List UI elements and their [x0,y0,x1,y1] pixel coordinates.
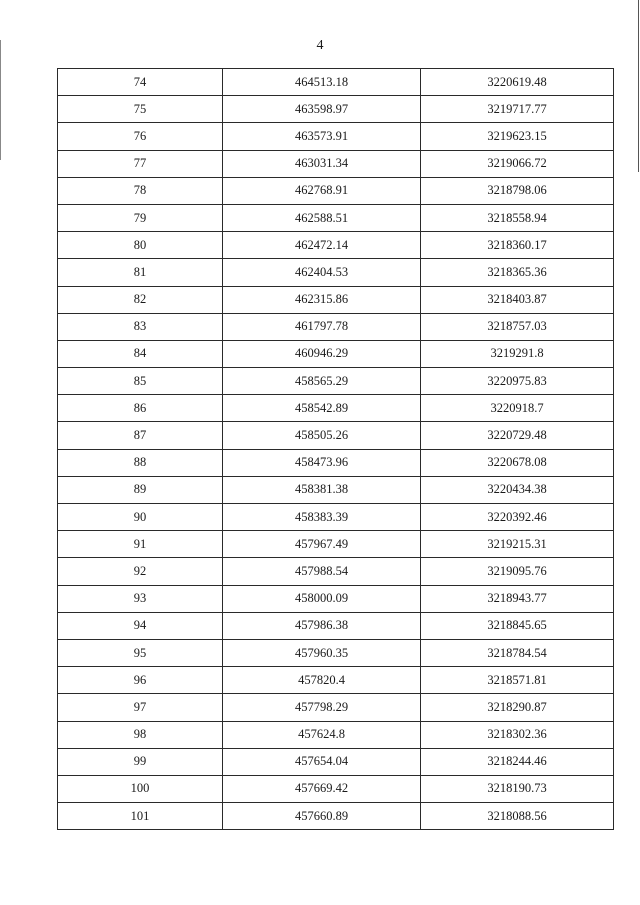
point-number-cell: 86 [58,395,223,422]
table-row [58,150,614,177]
point-number-cell: 85 [58,368,223,395]
point-number-cell: 90 [58,504,223,531]
x-coordinate-cell: 458381.38 [223,476,421,503]
x-coordinate-cell: 462768.91 [223,177,421,204]
x-coordinate-cell: 461797.78 [223,313,421,340]
y-coordinate-cell: 3218290.87 [421,694,614,721]
y-coordinate-cell: 3218302.36 [421,721,614,748]
x-coordinate-cell: 457820.4 [223,667,421,694]
table-row [58,204,614,231]
point-number-cell: 99 [58,748,223,775]
y-coordinate-cell: 3219095.76 [421,558,614,585]
point-number-cell: 97 [58,694,223,721]
table-row [58,775,614,802]
table-row [58,721,614,748]
table-row [58,368,614,395]
table-row [58,667,614,694]
point-number-cell: 74 [58,69,223,96]
table-row [58,232,614,259]
table-row [58,69,614,96]
x-coordinate-cell: 457660.89 [223,803,421,830]
y-coordinate-cell: 3220918.7 [421,395,614,422]
point-number-cell: 89 [58,476,223,503]
table-row [58,803,614,830]
table-row [58,395,614,422]
y-coordinate-cell: 3220678.08 [421,449,614,476]
point-number-cell: 79 [58,204,223,231]
x-coordinate-cell: 458000.09 [223,585,421,612]
table-row [58,612,614,639]
y-coordinate-cell: 3220975.83 [421,368,614,395]
point-number-cell: 95 [58,639,223,666]
point-number-cell: 93 [58,585,223,612]
x-coordinate-cell: 462472.14 [223,232,421,259]
x-coordinate-cell: 458505.26 [223,422,421,449]
table-row [58,123,614,150]
x-coordinate-cell: 457967.49 [223,531,421,558]
point-number-cell: 96 [58,667,223,694]
point-number-cell: 100 [58,775,223,802]
y-coordinate-cell: 3218360.17 [421,232,614,259]
y-coordinate-cell: 3218845.65 [421,612,614,639]
y-coordinate-cell: 3218244.46 [421,748,614,775]
y-coordinate-cell: 3218798.06 [421,177,614,204]
coordinate-table [57,68,614,830]
table-row [58,639,614,666]
y-coordinate-cell: 3220392.46 [421,504,614,531]
x-coordinate-cell: 462404.53 [223,259,421,286]
y-coordinate-cell: 3218571.81 [421,667,614,694]
y-coordinate-cell: 3218943.77 [421,585,614,612]
point-number-cell: 77 [58,150,223,177]
y-coordinate-cell: 3220729.48 [421,422,614,449]
x-coordinate-cell: 457654.04 [223,748,421,775]
x-coordinate-cell: 457798.29 [223,694,421,721]
point-number-cell: 87 [58,422,223,449]
y-coordinate-cell: 3218558.94 [421,204,614,231]
y-coordinate-cell: 3218784.54 [421,639,614,666]
point-number-cell: 82 [58,286,223,313]
x-coordinate-cell: 463598.97 [223,96,421,123]
table-row [58,449,614,476]
x-coordinate-cell: 460946.29 [223,340,421,367]
table-row [58,422,614,449]
point-number-cell: 101 [58,803,223,830]
y-coordinate-cell: 3220619.48 [421,69,614,96]
table-row [58,313,614,340]
point-number-cell: 75 [58,96,223,123]
table-row [58,259,614,286]
y-coordinate-cell: 3218088.56 [421,803,614,830]
x-coordinate-cell: 458542.89 [223,395,421,422]
page-number: 4 [316,38,324,53]
y-coordinate-cell: 3219215.31 [421,531,614,558]
x-coordinate-cell: 457986.38 [223,612,421,639]
point-number-cell: 83 [58,313,223,340]
point-number-cell: 88 [58,449,223,476]
y-coordinate-cell: 3218365.36 [421,259,614,286]
x-coordinate-cell: 463031.34 [223,150,421,177]
table-row [58,504,614,531]
y-coordinate-cell: 3219623.15 [421,123,614,150]
table-row [58,531,614,558]
x-coordinate-cell: 463573.91 [223,123,421,150]
y-coordinate-cell: 3218757.03 [421,313,614,340]
table-row [58,748,614,775]
coordinate-table-body [58,69,614,830]
x-coordinate-cell: 457960.35 [223,639,421,666]
point-number-cell: 78 [58,177,223,204]
y-coordinate-cell: 3220434.38 [421,476,614,503]
point-number-cell: 91 [58,531,223,558]
point-number-cell: 98 [58,721,223,748]
x-coordinate-cell: 462588.51 [223,204,421,231]
x-coordinate-cell: 458473.96 [223,449,421,476]
y-coordinate-cell: 3218190.73 [421,775,614,802]
y-coordinate-cell: 3218403.87 [421,286,614,313]
x-coordinate-cell: 462315.86 [223,286,421,313]
table-row [58,286,614,313]
table-row [58,476,614,503]
y-coordinate-cell: 3219291.8 [421,340,614,367]
point-number-cell: 94 [58,612,223,639]
table-row [58,96,614,123]
table-row [58,694,614,721]
y-coordinate-cell: 3219717.77 [421,96,614,123]
table-row [58,585,614,612]
x-coordinate-cell: 458383.39 [223,504,421,531]
table-row [58,177,614,204]
x-coordinate-cell: 457669.42 [223,775,421,802]
y-coordinate-cell: 3219066.72 [421,150,614,177]
x-coordinate-cell: 464513.18 [223,69,421,96]
scan-edge-left [0,40,1,160]
table-row [58,558,614,585]
x-coordinate-cell: 458565.29 [223,368,421,395]
point-number-cell: 76 [58,123,223,150]
x-coordinate-cell: 457624.8 [223,721,421,748]
point-number-cell: 80 [58,232,223,259]
point-number-cell: 92 [58,558,223,585]
point-number-cell: 81 [58,259,223,286]
x-coordinate-cell: 457988.54 [223,558,421,585]
point-number-cell: 84 [58,340,223,367]
scan-edge-right [638,0,639,172]
table-row [58,340,614,367]
